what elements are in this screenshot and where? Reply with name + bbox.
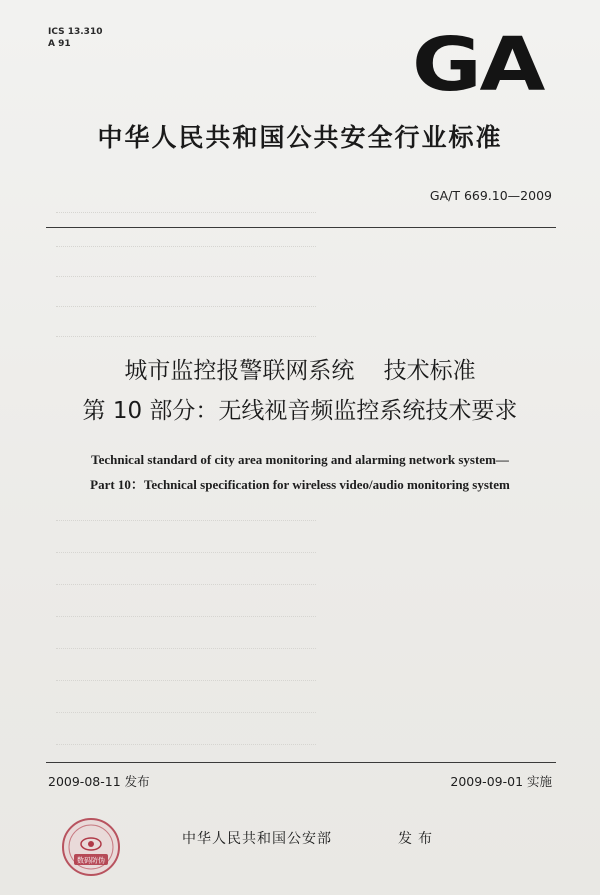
show-through-line [56, 276, 316, 277]
implementation-date: 2009-09-01 实施 [450, 774, 552, 789]
ics-code: ICS 13.310 [48, 27, 103, 37]
show-through-line [56, 246, 316, 247]
show-through-line [56, 336, 316, 337]
show-through-line [56, 306, 316, 307]
show-through-line [56, 680, 316, 681]
chinese-title-line-1: 城市监控报警联网系统 技术标准 [124, 358, 476, 384]
issue-date: 2009-08-11 发布 [48, 774, 150, 789]
standard-number: GA/T 669.10—2009 [429, 188, 552, 203]
ga-logo: GA [412, 22, 544, 108]
show-through-line [56, 616, 316, 617]
show-through-line [56, 712, 316, 713]
show-through-line [56, 520, 316, 521]
ccs-code: A 91 [48, 39, 71, 49]
top-divider [46, 227, 556, 228]
show-through-line [56, 552, 316, 553]
chinese-title-line-2: 第 10 部分：无线视音频监控系统技术要求 [82, 398, 518, 424]
english-title-line-1: Technical standard of city area monitoring and alarming network system— [91, 452, 509, 467]
seal-label: 数码防伪 [77, 856, 105, 865]
publisher-name: 中华人民共和国公安部 [182, 831, 332, 847]
standard-category-title: 中华人民共和国公共安全行业标准 [97, 123, 503, 152]
classification-codes [48, 26, 102, 50]
bottom-divider [46, 762, 556, 763]
show-through-line [56, 584, 316, 585]
show-through-line [56, 648, 316, 649]
publish-word: 发布 [398, 831, 438, 847]
anti-counterfeit-seal-icon [60, 816, 122, 878]
english-title-line-2: Part 10：Technical specification for wireless video/audio monitoring system [90, 477, 510, 492]
show-through-line [56, 212, 316, 213]
show-through-line [56, 744, 316, 745]
